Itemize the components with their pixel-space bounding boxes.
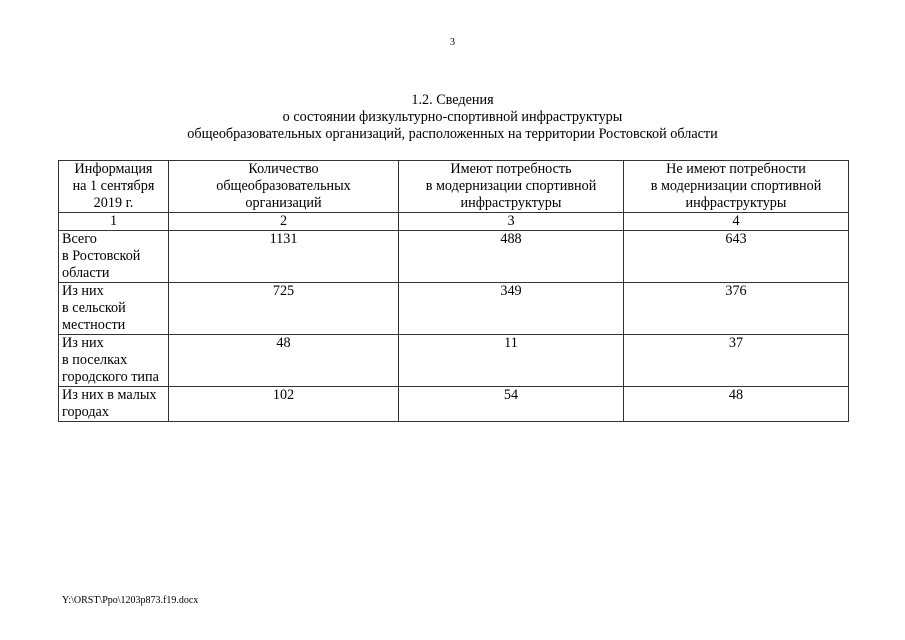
- cell-total: 48: [169, 335, 399, 387]
- heading-line-3: общеобразовательных организаций, расположенных на территории Ростовской области: [187, 126, 718, 142]
- heading-line-2: о состоянии физкультурно-спортивной инфраструктуры: [282, 109, 623, 125]
- table-row: [59, 387, 849, 422]
- column-index-cell: 2: [169, 213, 399, 231]
- cell-no-need: 376: [624, 283, 849, 335]
- cell-need: 11: [399, 335, 624, 387]
- cell-total: 1131: [169, 231, 399, 283]
- footer-file-path: Y:\ORST\Ppo\1203p873.f19.docx: [62, 595, 199, 606]
- cell-total: 725: [169, 283, 399, 335]
- header-cell-org-count: Количество общеобразовательных организаций: [169, 161, 399, 213]
- column-index-row: [59, 213, 849, 231]
- cell-total: 102: [169, 387, 399, 422]
- cell-need: 488: [399, 231, 624, 283]
- page-number: 3: [450, 37, 455, 48]
- heading-line-1: 1.2. Сведения: [411, 92, 494, 108]
- cell-no-need: 37: [624, 335, 849, 387]
- cell-no-need: 643: [624, 231, 849, 283]
- infrastructure-table: [58, 160, 849, 422]
- cell-no-need: 48: [624, 387, 849, 422]
- header-cell-need-modernization: Имеют потребность в модернизации спортивной инфраструктуры: [399, 161, 624, 213]
- table-header-row: [59, 161, 849, 213]
- header-cell-no-need-modernization: Не имеют потребности в модернизации спортивной инфраструктуры: [624, 161, 849, 213]
- table-row: [59, 231, 849, 283]
- column-index-cell: 3: [399, 213, 624, 231]
- header-cell-info-date: Информация на 1 сентября 2019 г.: [59, 161, 169, 213]
- row-label: Всего в Ростовской области: [59, 231, 169, 283]
- document-heading: [0, 92, 905, 143]
- table-row: [59, 335, 849, 387]
- row-label: Из них в малых городах: [59, 387, 169, 422]
- row-label: Из них в сельской местности: [59, 283, 169, 335]
- cell-need: 349: [399, 283, 624, 335]
- column-index-cell: 4: [624, 213, 849, 231]
- table-row: [59, 283, 849, 335]
- row-label: Из них в поселках городского типа: [59, 335, 169, 387]
- column-index-cell: 1: [59, 213, 169, 231]
- cell-need: 54: [399, 387, 624, 422]
